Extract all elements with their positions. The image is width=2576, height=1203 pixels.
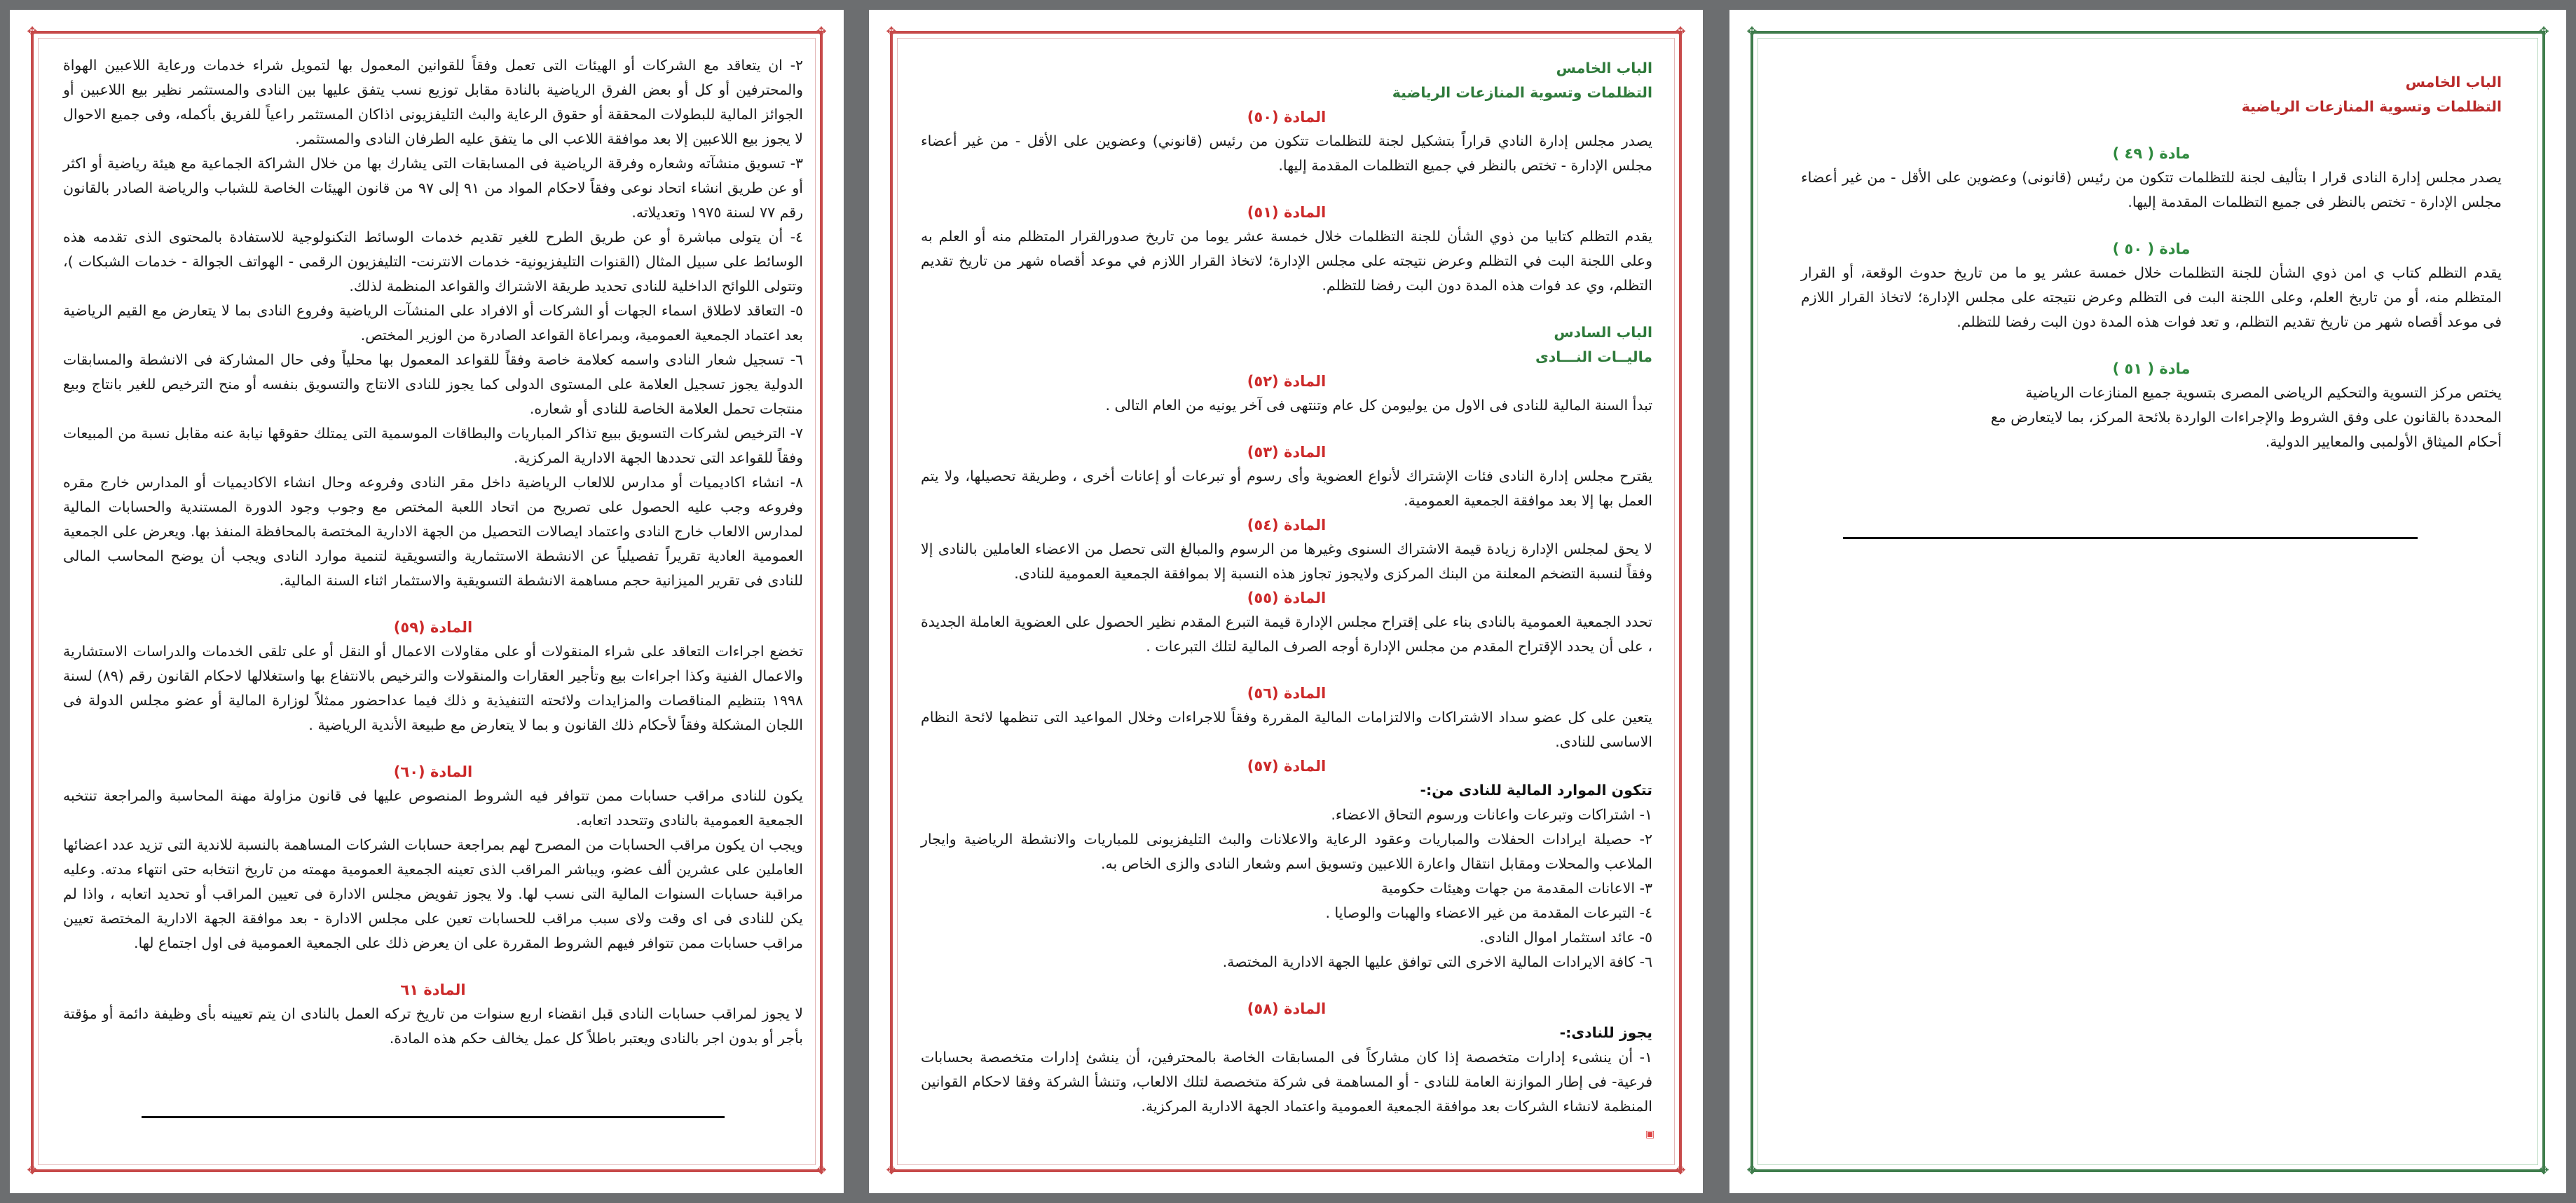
page-left [10, 10, 844, 1193]
paragraph: ١- اشتراكات وتبرعات واعانات ورسوم التحاق الاعضاء. [1331, 806, 1652, 823]
article-heading: المادة (٥٦) [1247, 685, 1327, 702]
paragraph: يختص مركز التسوية والتحكيم الرياضى المصرى بتسوية جميع المنازعات الرياضية [2025, 384, 2502, 401]
corner-ornament-icon: ✥ [27, 25, 38, 39]
paragraph: لا يجوز لمراقب حسابات النادى قبل انقضاء اربع سنوات من تاريخ تركه العمل بالنادى ان يتم تعيينه بأى وظيفة دائمة أو مؤقتة بأجر أو بدون اجر بالنادى ويعتبر باطلاً كل عمل يخالف حكم هذه المادة. [63, 1005, 803, 1047]
spacer [1801, 119, 2502, 142]
chapter-title: الباب الخامس [2405, 74, 2502, 90]
corner-ornament-icon: ✥ [886, 1163, 897, 1178]
paragraph: يتعين على كل عضو سداد الاشتراكات والالتزامات المالية المقررة وفقاً للاجراءات وخلال المواعيد التى تنظمها لائحة النظام الاساسى للنادى. [921, 709, 1652, 750]
page-text-right [1801, 70, 2502, 454]
corner-ornament-icon: ✥ [2538, 1163, 2549, 1178]
paragraph: ٢- ان يتعاقد مع الشركات أو الهيئات التى تعمل وفقاً للقوانين المعمول بها لتمويل شراء خدمات ورعاية اللاعبين الهواة والمحترفين أو كل أو بعض الفرق الرياضية بالنادة مقابل توزيع نسب يتفق عليها بين النادى والمستثمر نظير بيع اللاعبين أو الجوائز المالية للبطولات المحققة أو حقوق الرعاية والبث التليفزيونى اذاكان المستثمر راعياً للفريق بأكمله، وفى جميع الاحوال لا يجوز بيع اللاعبين إلا بعد موافقة اللاعب الى ما يتفق عليه الطرفان النادى والمستثمر. [63, 57, 803, 147]
section-subheading: تتكون الموارد المالية للنادى من:- [1420, 782, 1652, 798]
chapter-title: التظلمات وتسوية المنازعات الرياضية [1392, 84, 1652, 101]
page-text-left [63, 53, 803, 1051]
paragraph: ٦- تسجيل شعار النادى واسمه كعلامة خاصة وفقاً للقواعد المعمول بها محلياً وفى حال المشاركة فى الانشطة والمسابقات الدولية يجوز تسجيل العلامة على المستوى الدولى كما يجوز للنادى الانتاج والتسويق بنفسه أو منح الترخيص للغير بانتاج وبيع منتجات تحمل العلامة الخاصة للنادى أو شعاره. [63, 351, 803, 417]
article-heading: المادة (٦٠) [393, 763, 473, 780]
paragraph: أحكام الميثاق الأولمبى والمعايير الدولية. [2265, 433, 2502, 450]
article-heading: المادة (٥١) [1247, 204, 1327, 221]
corner-ornament-icon: ✥ [816, 25, 827, 39]
article-heading: المادة (٥٧) [1247, 758, 1327, 775]
article-heading: مادة ( ٥١ ) [2112, 360, 2191, 377]
paragraph: لا يحق لمجلس الإدارة زيادة قيمة الاشتراك السنوى وغيرها من الرسوم والمبالغ التى تحصل من الاعضاء العاملين بالنادى إلا وفقاً لنسبة التضخم المعلنة من البنك المركزى ولايجوز تجاوز هذه النسبة إلا بموافقة الجمعية العمومية للنادى. [921, 541, 1652, 582]
paragraph: يقدم التظلم كتاب ي امن ذوي الشأن للجنة التظلمات خلال خمسة عشر يو ما من تاريخ حدوث الوقعة، أو القرار المتظلم منه، أو من تاريخ العلم، وعلى اللجنة البت فى التظلم وعرض نتيجته على مجلس الإدارة؛ لاتخاذ القرار اللازم فى موعد أقصاه شهر من تاريخ تقديم التظلم، و تعد فوات هذه المدة دون البت رفضا للتظلم. [1801, 264, 2502, 330]
spacer [63, 738, 803, 760]
page-middle [869, 10, 1703, 1193]
small-mark-icon: ▣ [1645, 1129, 1655, 1140]
corner-ornament-icon: ✥ [1675, 1163, 1686, 1178]
article-heading: مادة ( ٥٠ ) [2112, 240, 2191, 257]
paragraph: يكون للنادى مراقب حسابات ممن تتوافر فيه الشروط المنصوص عليها فى قانون مزاولة مهنة المحاسبة والمراجعة تنتخبه الجمعية العمومية بالنادى وتتحدد اتعابه. [63, 787, 803, 829]
spacer [921, 418, 1652, 440]
spacer [1801, 334, 2502, 357]
paragraph: ٢- حصيلة ايرادات الحفلات والمباريات وعقود الرعاية والاعلانات والبث التليفزيونى للمباريات والانشطة الرياضية وايجار الملاعب والمحلات ومقابل انتقال واعارة اللاعبين وتسويق اسم وشعار النادى والزى الخاص به. [921, 831, 1652, 872]
paragraph: يقدم التظلم كتابيا من ذوي الشأن للجنة التظلمات خلال خمسة عشر يوما من تاريخ صدورالقرار المتظلم منه أو العلم به وعلى اللجنة البت في التظلم وعرض نتيجته على مجلس الإدارة؛ لاتخاذ القرار اللازم في موعد أقصاه شهر من تاريخ تقديم التظلم، وي عد فوات هذه المدة دون البت رفضا للتظلم. [921, 228, 1652, 294]
chapter-title: الباب الخامس [1556, 60, 1652, 76]
article-heading: المادة (٥٥) [1247, 590, 1327, 606]
paragraph: تبدأ السنة المالية للنادى فى الاول من يوليومن كل عام وتنتهى فى آخر يونيه من العام التالى . [1105, 397, 1652, 414]
corner-ornament-icon: ✥ [1746, 1163, 1758, 1178]
spacer [1801, 215, 2502, 237]
chapter-title: ماليــات النـــادى [1535, 348, 1652, 365]
paragraph: يصدر مجلس إدارة النادي قراراً بتشكيل لجنة للتظلمات تتكون من رئيس (قانوني) وعضوين على الأقل - من غير أعضاء مجلس الإدارة - تختص بالنظر في جميع التظلمات المقدمة إليها. [921, 132, 1652, 174]
corner-ornament-icon: ✥ [1675, 25, 1686, 39]
chapter-title: التظلمات وتسوية المنازعات الرياضية [2241, 98, 2502, 115]
paragraph: يقترح مجلس إدارة النادى فئات الإشتراك لأنواع العضوية وأى رسوم أو تبرعات أو إعانات أخرى ، وطريقة تحصيلها، ولا يتم العمل بها إلا بعد موافقة الجمعية العمومية. [921, 468, 1652, 509]
corner-ornament-icon: ✥ [1746, 25, 1758, 39]
paragraph: تحدد الجمعية العمومية بالنادى بناء على إقتراح مجلس الإدارة قيمة التبرع المقدم نظير الحصول على العضوية العاملة الجديدة ، على أن يحدد الإقتراح المقدم من مجلس الإدارة أوجه الصرف المالية لتلك التبرعات . [921, 613, 1652, 655]
page-right [1729, 10, 2566, 1193]
article-heading: المادة (٥٠) [1247, 109, 1327, 125]
paragraph: ٣- تسويق منشآته وشعاره وفرقة الرياضية فى المسابقات التى يشارك بها من خلال الشراكة الجماعية مع هيئة رياضية أو اكثر أو عن طريق انشاء اتحاد نوعى وفقاً لاحكام المواد من ٩١ إلى ٩٧ من قانون الهيئات الخاصة للشباب والرياضة الصادر بالقانون رقم ٧٧ لسنة ١٩٧٥ وتعديلاته. [63, 155, 803, 221]
paragraph: ٦- كافة الايرادات المالية الاخرى التى توافق عليها الجهة الادارية المختصة. [1222, 953, 1652, 970]
article-heading: المادة (٥٢) [1247, 373, 1327, 390]
paragraph: ٧- الترخيص لشركات التسويق ببيع تذاكر المباريات والبطاقات الموسمية التى يمتلك حقوقها نيابة عنه مقابل نسبة من المبيعات وفقاً للقواعد التى تحددها الجهة الادارية المركزية. [63, 425, 803, 466]
article-heading: مادة ( ٤٩ ) [2112, 145, 2191, 162]
paragraph: ٨- انشاء اكاديميات أو مدارس للالعاب الرياضية داخل مقر النادى وفروعه وحال انشاء الاكاديميات أو المدارس خارج مقره وفروعه وجب عليه الحصول على تصريح من اتحاد اللعبة المختص مع وجوب وجود الدورة المستندية والحسابات المالية لمدارس الالعاب خارج النادى واعتماد ايصالات التحصيل من الجهة الادارية المختصة بالمحافظة المنفذ بها. ويعرض على الجمعية العمومية العادية تقريراً تفصيلياً عن الانشطة الاستثمارية والتسويقية لتنمية موارد النادى ويجب أن يوضح المحاسب المالى للنادى فى تقرير الميزانية حجم مساهمة الانشطة التسويقية والاستثمار اثناء السنة المالية. [63, 474, 803, 589]
corner-ornament-icon: ✥ [886, 25, 897, 39]
spacer [921, 659, 1652, 681]
paragraph: ويجب ان يكون مراقب الحسابات من المصرح لهم بمراجعة حسابات الشركات المساهمة بالنسبة للاندية التى تزيد عدد اعضائها العاملين على عشرين ألف عضو، ويباشر المراقب الذى تعينه الجمعية العمومية مهمته من تاريخ انتخابه حتى انتهاء مدته. وعليه مراقبة حسابات السنوات المالية التى نسب لها. ولا يجوز تفويض مجلس الادارة فى تعيين المراقب أو تحديد اتعابه ، واذا لم يكن للنادى فى اى وقت ولاى سبب مراقب للحسابات تعين على مجلس الادارة - بعد موافقة الجهة الادارية المختصة تعيين مراقب حسابات ممن تتوافر فيهم الشروط المقررة على ان يعرض ذلك على الجمعية العمومية فى اول اجتماع لها. [63, 836, 803, 951]
paragraph: ٥- عائد استثمار اموال النادى. [1479, 929, 1652, 946]
corner-ornament-icon: ✥ [2538, 25, 2549, 39]
spacer [63, 956, 803, 978]
paragraph: ١- أن ينشىء إدارات متخصصة إذا كان مشاركاً فى المسابقات الخاصة بالمحترفين، أن ينشئ إدارات متخصصة بحسابات فرعية- فى إطار الموازنة العامة للنادى - أو المساهمة فى شركة متخصصة لتلك الالعاب، وتنشأ الشركة وفقا لاحكام القوانين المنظمة لانشاء الشركات بعد موافقة الجمعية العمومية واعتماد الجهة الادارية المركزية. [921, 1049, 1652, 1115]
paragraph: تخضع اجراءات التعاقد على شراء المنقولات أو على مقاولات الاعمال أو النقل أو على تلقى الخدمات والدراسات الاستشارية والاعمال الفنية وكذا اجراءات بيع وتأجير العقارات والمنقولات والترخيص بالانتفاع بها واستغلالها لاحكام القانون رقم (٨٩) لسنة ١٩٩٨ بتنظيم المناقصات والمزايدات ولائحته التنفيذية و ذلك فيما عداحضور ممثلاً لوزارة المالية أو عضو مجلس الدولة فى اللجان المشكلة وفقاً لأحكام ذلك القانون و بما لا يتعارض مع طبيعة الأندية الرياضية . [63, 643, 803, 733]
spacer [921, 298, 1652, 320]
paragraph: ٣- الاعانات المقدمة من جهات وهيئات حكومية [1381, 880, 1652, 897]
article-heading: المادة (٥٩) [393, 619, 473, 636]
page-text-middle [921, 56, 1652, 1119]
article-heading: المادة (٥٣) [1247, 444, 1327, 461]
spacer [63, 593, 803, 616]
chapter-title: الباب السادس [1554, 324, 1652, 341]
paragraph: ٤- أن يتولى مباشرة أو عن طريق الطرح للغير تقديم خدمات الوسائط التكنولوجية للاستفادة بالمحتوى الذى تقدمه هذه الوسائط على سبيل المثال (القنوات التليفزيونية- خدمات الانترنت- التليفزيون الرقمى - الهواتف الجوالة - خدمات الشبكات )، وتتولى اللوائح الداخلية للنادى تحديد طريقة الاشتراك والقواعد المنظمة لذلك. [63, 229, 803, 294]
corner-ornament-icon: ✥ [27, 1163, 38, 1178]
paragraph: المحددة بالقانون على وفق الشروط والإجراءات الواردة بلائحة المركز، بما لايتعارض مع [1990, 409, 2502, 426]
spacer [921, 178, 1652, 200]
end-rule [142, 1116, 725, 1118]
article-heading: المادة (٥٨) [1247, 1000, 1327, 1017]
paragraph: يصدر مجلس إدارة النادى قرار ا بتأليف لجنة للتظلمات تتكون من رئيس (قانونى) وعضوين على الأقل - من غير أعضاء مجلس الإدارة - تختص بالنظر فى جميع التظلمات المقدمة إليها. [1801, 169, 2502, 210]
spacer [921, 974, 1652, 997]
article-heading: المادة (٥٤) [1247, 517, 1327, 533]
article-heading: المادة ٦١ [400, 981, 466, 998]
paragraph: ٥- التعاقد لاطلاق اسماء الجهات أو الشركات أو الافراد على المنشآت الرياضية وفروع النادى بما لا يتعارض مع القيم الرياضية بعد اعتماد الجمعية العمومية، وبمراعاة القواعد الصادرة من الوزير المختص. [63, 302, 803, 344]
end-rule [1843, 537, 2418, 539]
corner-ornament-icon: ✥ [816, 1163, 827, 1178]
section-subheading: يجوز للنادى:- [1559, 1024, 1652, 1041]
paragraph: ٤- التبرعات المقدمة من غير الاعضاء والهبات والوصايا . [1325, 904, 1652, 921]
